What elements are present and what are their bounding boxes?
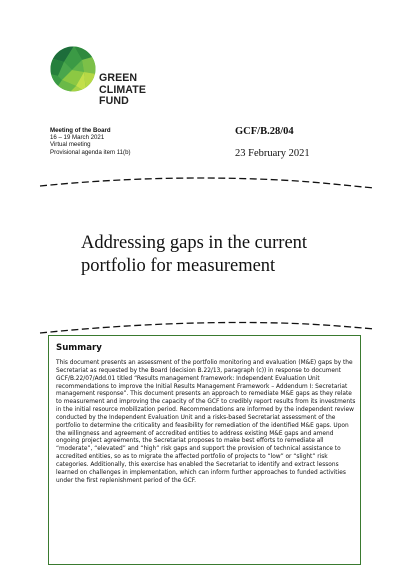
- meeting-venue: Virtual meeting: [50, 141, 91, 149]
- meeting-agenda: Provisional agenda item 11(b): [50, 148, 131, 156]
- logo-line-climate: CLIMATE: [99, 83, 146, 96]
- meeting-title: Meeting of the Board: [50, 127, 111, 134]
- document-title-line-2: portfolio for measurement: [81, 256, 276, 276]
- document-date: 23 February 2021: [235, 148, 310, 159]
- logo-line-fund: FUND: [99, 95, 129, 107]
- document-title: [81, 232, 381, 278]
- summary-body: This document presents an assessment of the portfolio monitoring and evaluation (M&E) gaps by the Secretariat as requested by the Board (decision B.22/13, paragraph (c)) in response to document GCF/B.22/07/Add.01 titled “Results management framework: Independent Evaluation Unit recommendations to improve the Initial Results Management Framework – Addendum I: Secretariat management response”. This document presents an approach to remediate M&E gaps as they relate to measurement and improving the capacity of the GCF to credibly report results from its investments in the initial resource mobilization period. Recommendations are informed by the independent review conducted by the Independent Evaluation Unit and a risks-based Secretariat assessment of the portfolio to determine the criticality and feasibility for remediation of the identified M&E gaps. Upon the willingness and agreement of accredited entities to address existing M&E gaps and amend ongoing project agreements, the Secretariat proposes to make best efforts to remediate all “moderate”, “elevated” and “high” risk gaps and support the provision of technical assistance to accredited entities, so as to migrate the affected portfolio of projects to “low” or “slight” risk categories. Additionally, this exercise has enabled the Secretariat to identify and extract lessons learned on challenges in implementation, which can inform further approaches to funded activities under the first replenishment period of the GCF.: [56, 360, 356, 484]
- meeting-dates: 16 – 19 March 2021: [50, 134, 105, 142]
- green-climate-fund-globe-icon: [50, 46, 96, 92]
- summary-heading: Summary: [56, 343, 102, 353]
- logo-wordmark: [99, 73, 146, 108]
- logo-line-green: GREEN: [99, 72, 138, 84]
- top-wave-divider: [0, 170, 413, 200]
- meeting-info: [50, 127, 131, 156]
- document-number: GCF/B.28/04: [235, 126, 294, 137]
- document-title-line-1: Addressing gaps in the current: [81, 233, 308, 253]
